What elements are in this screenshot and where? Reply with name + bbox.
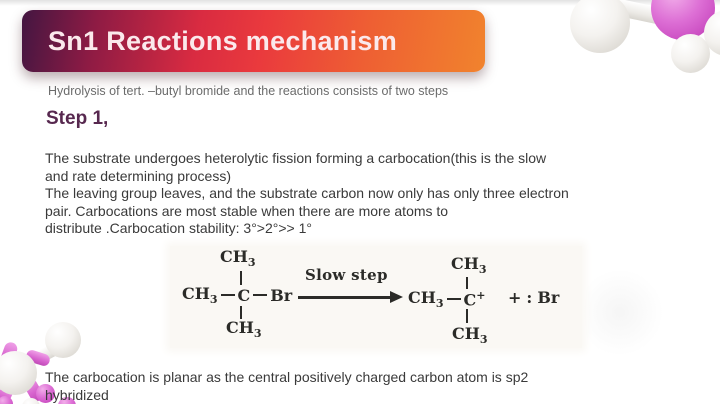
structure-left-midrow <box>182 284 292 306</box>
chemical-bond <box>221 294 235 297</box>
body-line: and rate determining process) <box>45 167 231 184</box>
lone-pair-dots: : <box>526 288 533 307</box>
methyl-group: $CH_3$ <box>452 324 488 347</box>
bromide-ion <box>508 288 559 307</box>
scan-smudge <box>575 270 665 355</box>
body-line: distribute .Carbocation stability: 3°>2°>> 1° <box>45 220 312 237</box>
footer-line: The carbocation is planar as the central positively charged carbon atom is sp2 <box>45 369 529 385</box>
methyl-group: $CH_3$ <box>226 318 262 341</box>
body-line: pair. Carbocations are most stable when there are more atoms to <box>45 202 449 219</box>
footer-paragraph <box>45 368 670 404</box>
body-line: The leaving group leaves, and the substrate carbon now only has only three electron <box>45 185 569 202</box>
plus-sign: + <box>508 288 522 307</box>
methyl-group: $CH_3$ <box>451 254 487 277</box>
carbocation-carbon: C+ <box>463 288 486 310</box>
slide-title: Sn1 Reactions mechanism <box>48 25 398 56</box>
chemical-bond <box>253 294 267 297</box>
reaction-scheme <box>170 246 582 348</box>
positive-charge: + <box>476 288 486 302</box>
footer-line: hybridized <box>45 387 109 403</box>
methyl-group: $CH_3$ <box>220 247 256 270</box>
methyl-group: $CH_3$ <box>182 284 218 307</box>
chemical-bond <box>466 309 468 323</box>
atom-sphere <box>570 0 630 53</box>
reaction-arrow-head <box>390 291 403 303</box>
chemical-bond <box>240 271 242 285</box>
bromine-atom: Br <box>270 285 293 305</box>
body-paragraph <box>45 150 670 238</box>
chemical-bond <box>447 298 461 301</box>
methyl-group: $CH_3$ <box>408 288 444 311</box>
title-banner <box>22 10 485 72</box>
slide-subtitle: Hydrolysis of tert. –butyl bromide and the reactions consists of two steps <box>48 84 449 98</box>
bromine-atom: Br <box>537 288 560 307</box>
carbon-atom: C <box>237 285 251 305</box>
step-heading: Step 1, <box>46 108 109 129</box>
body-line: The substrate undergoes heterolytic fission forming a carbocation(this is the slow <box>45 150 547 166</box>
structure-right-midrow <box>408 288 485 310</box>
atom-sphere <box>671 34 710 73</box>
atom-sphere <box>45 322 81 358</box>
arrow-label: Slow step <box>305 266 388 284</box>
reaction-arrow <box>298 296 392 299</box>
